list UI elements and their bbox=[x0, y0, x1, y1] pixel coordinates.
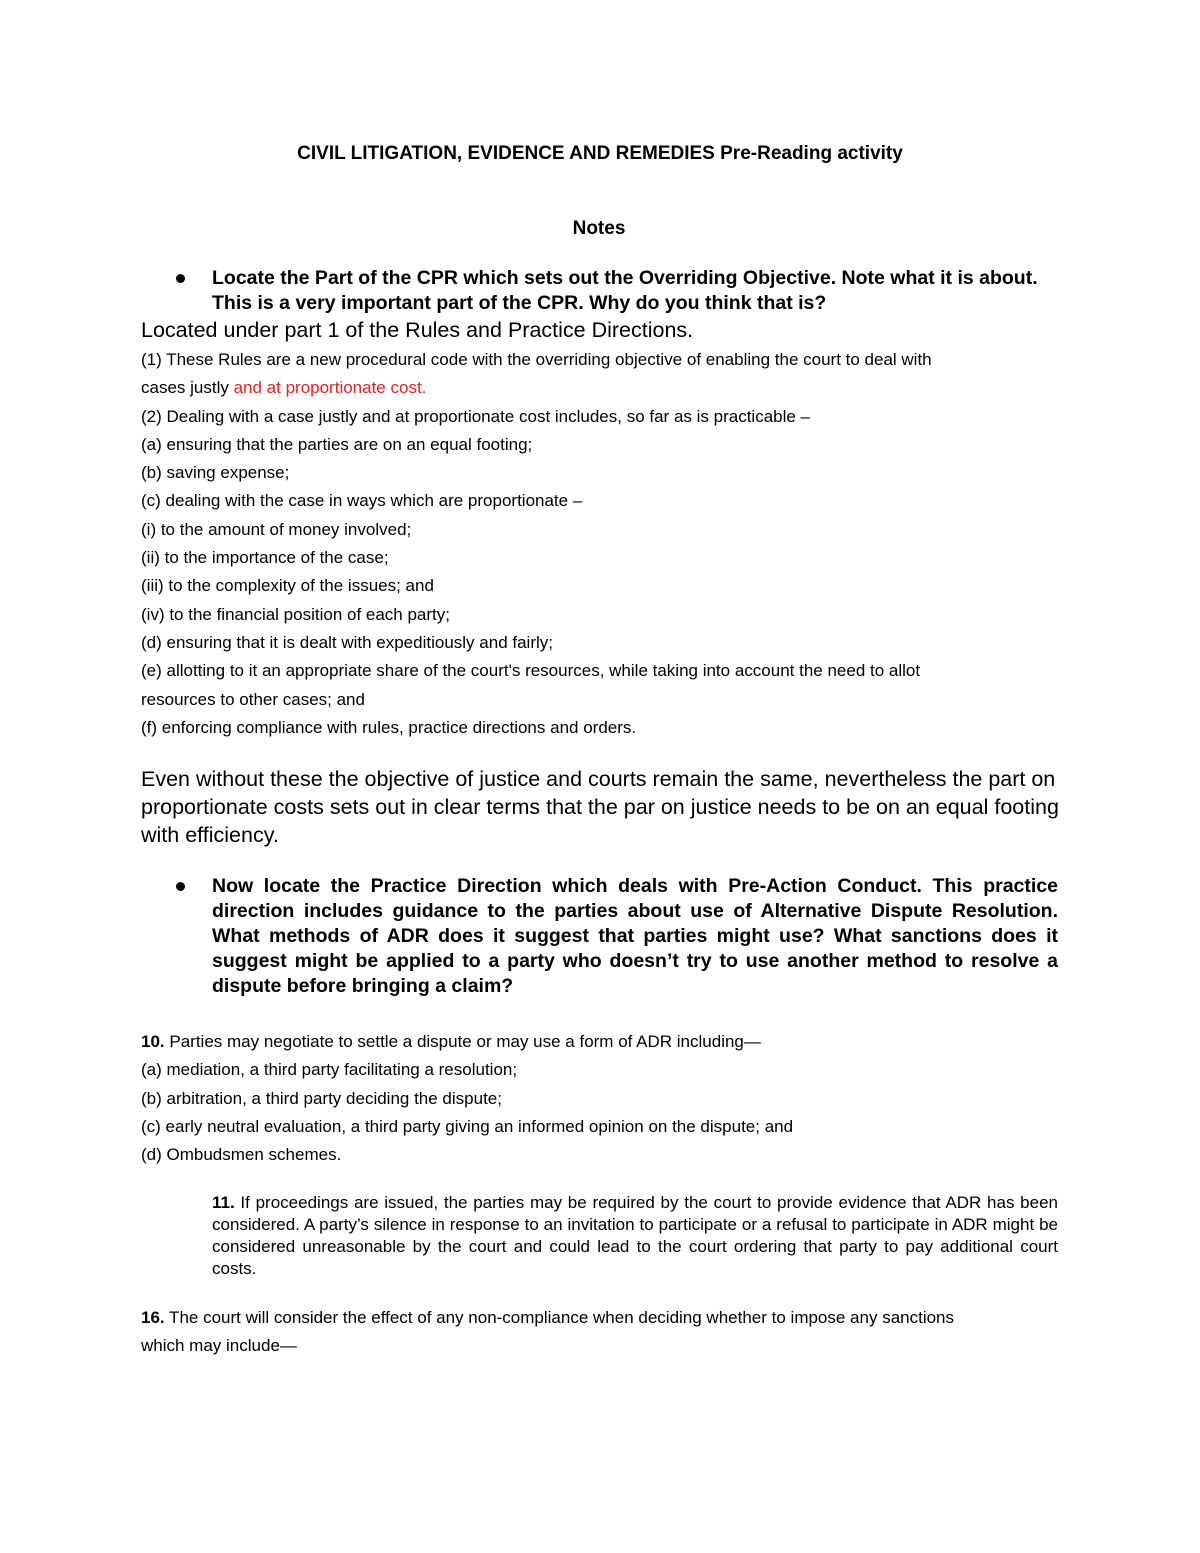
rule-line: (c) dealing with the case in ways which are proportionate – bbox=[141, 491, 583, 511]
rule-1-red-text: and at proportionate cost. bbox=[233, 378, 427, 398]
rule-line: resources to other cases; and bbox=[141, 689, 365, 709]
adr-item: (d) Ombudsmen schemes. bbox=[141, 1145, 342, 1165]
rule-line: (e) allotting to it an appropriate share of the court's resources, while taking into account the need to allot bbox=[141, 661, 921, 681]
paragraph-10-number: 10. bbox=[141, 1032, 165, 1051]
rule-1-line-1: (1) These Rules are a new procedural code with the overriding objective of enabling the court to deal with bbox=[141, 350, 932, 369]
bullet-icon bbox=[176, 274, 185, 283]
question-overriding-objective: Locate the Part of the CPR which sets out the Overriding Objective. Note what it is about. This is a very important part of the CPR. Why do you think that is? bbox=[212, 267, 1038, 314]
adr-item: (c) early neutral evaluation, a third party giving an informed opinion on the dispute; and bbox=[141, 1116, 794, 1136]
rule-line: (iii) to the complexity of the issues; and bbox=[141, 576, 434, 596]
rule-line: (d) ensuring that it is dealt with expeditiously and fairly; bbox=[141, 632, 553, 652]
paragraph-11 bbox=[212, 1192, 1058, 1280]
rule-1-black-text: cases justly bbox=[141, 378, 234, 398]
rule-line: (2) Dealing with a case justly and at proportionate cost includes, so far as is practicable – bbox=[141, 406, 811, 426]
paragraph-16-line-2: which may include— bbox=[141, 1336, 297, 1356]
bullet-icon bbox=[176, 882, 185, 891]
paragraph-10-text: Parties may negotiate to settle a dispute or may use a form of ADR including— bbox=[164, 1032, 761, 1051]
even-without-answer: Even without these the objective of justice and courts remain the same, nevertheless the part on proportionate costs sets out in clear terms that the par on justice needs to be on an equal footing with efficiency. bbox=[141, 767, 1059, 847]
rule-line: (f) enforcing compliance with rules, practice directions and orders. bbox=[141, 717, 637, 737]
adr-item: (b) arbitration, a third party deciding the dispute; bbox=[141, 1088, 502, 1108]
rule-1-line-2 bbox=[141, 374, 1071, 402]
paragraph-11-number: 11. bbox=[212, 1193, 235, 1212]
paragraph-16-text: The court will consider the effect of any non-compliance when deciding whether to impose any sanctions bbox=[164, 1308, 955, 1327]
rule-line: (iv) to the financial position of each party; bbox=[141, 604, 450, 624]
located-answer: Located under part 1 of the Rules and Practice Directions. bbox=[141, 318, 694, 342]
adr-item: (a) mediation, a third party facilitating a resolution; bbox=[141, 1060, 518, 1080]
rule-line: (i) to the amount of money involved; bbox=[141, 519, 412, 539]
rule-line: (b) saving expense; bbox=[141, 463, 290, 483]
paragraph-11-text: If proceedings are issued, the parties may be required by the court to provide evidence that ADR has been considered. A party’s silence in response to an invitation to participate or a refusal to participate in ADR might be considered unreasonable by the court and could lead to the court ordering that party to pay additional court costs. bbox=[212, 1193, 1058, 1278]
paragraph-16 bbox=[141, 1304, 1071, 1361]
rule-1-text bbox=[141, 346, 1071, 742]
question-pre-action-conduct: Now locate the Practice Direction which deals with Pre-Action Conduct. This practice direction includes guidance to the parties about use of Alternative Dispute Resolution. What methods of ADR does it suggest that parties might use? What sanctions does it suggest might be applied to a party who doesn’t try to use another method to resolve a dispute before bringing a claim? bbox=[212, 875, 1058, 997]
notes-heading: Notes bbox=[572, 218, 626, 239]
rule-line: (a) ensuring that the parties are on an equal footing; bbox=[141, 434, 533, 454]
paragraph-10 bbox=[141, 1028, 1071, 1169]
rule-line: (ii) to the importance of the case; bbox=[141, 548, 389, 568]
paragraph-16-number: 16. bbox=[141, 1308, 165, 1327]
paragraph-10-line bbox=[141, 1028, 1071, 1056]
paragraph-16-line-1 bbox=[141, 1304, 1071, 1332]
document-title: CIVIL LITIGATION, EVIDENCE AND REMEDIES Pre-Reading activity bbox=[297, 143, 903, 164]
